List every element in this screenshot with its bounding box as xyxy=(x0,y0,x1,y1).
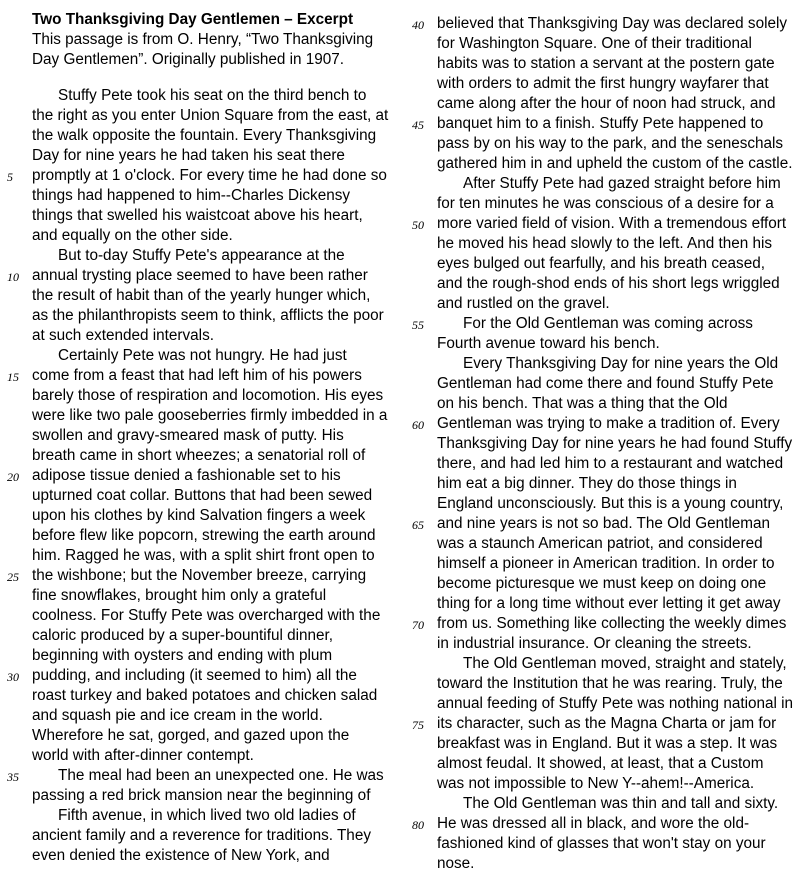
line-number: 15 xyxy=(7,370,19,384)
line-number xyxy=(405,554,437,574)
text-line-content: The Old Gentleman moved, straight and stately, xyxy=(463,655,787,672)
text-line xyxy=(0,106,400,126)
line-number xyxy=(405,254,437,274)
line-number xyxy=(0,446,32,466)
text-line xyxy=(405,754,800,774)
text-line-content: even denied the existence of New York, and xyxy=(32,847,330,864)
line-number: 30 xyxy=(7,670,19,684)
text-column-right xyxy=(405,0,800,874)
text-line xyxy=(0,566,400,586)
text-line xyxy=(0,86,400,106)
text-line-content: there, and had led him to a restaurant and watched xyxy=(437,455,784,472)
line-number xyxy=(0,106,32,126)
text-line xyxy=(405,254,800,274)
text-line xyxy=(405,674,800,694)
line-number xyxy=(405,374,437,394)
text-line-content: The meal had been an unexpected one. He was xyxy=(58,767,384,784)
text-line xyxy=(405,154,800,174)
text-line xyxy=(405,34,800,54)
text-line-content: England unconsciously. But this is a young country, xyxy=(437,495,784,512)
text-line-content: pass by on his way to the park, and the seneschals xyxy=(437,135,784,152)
text-line xyxy=(0,306,400,326)
text-line-content: believed that Thanksgiving Day was declared solely xyxy=(437,15,788,32)
line-number: 80 xyxy=(412,818,424,832)
line-number xyxy=(405,94,437,114)
line-number xyxy=(405,694,437,714)
text-line-content: and equally on the other side. xyxy=(32,227,233,244)
text-line xyxy=(405,594,800,614)
text-line xyxy=(405,794,800,814)
text-line-content: breath came in short wheezes; a senatorial roll of xyxy=(32,447,366,464)
text-line xyxy=(405,534,800,554)
line-number xyxy=(405,734,437,754)
line-number xyxy=(405,234,437,254)
text-line-content: Every Thanksgiving Day for nine years the Old xyxy=(463,355,779,372)
text-line xyxy=(405,374,800,394)
text-line xyxy=(405,434,800,454)
line-number: 50 xyxy=(412,218,424,232)
line-number xyxy=(405,454,437,474)
text-line-content: nose. xyxy=(437,855,475,872)
text-line xyxy=(0,646,400,666)
text-line-content: with orders to admit the first hungry wayfarer that xyxy=(437,75,769,92)
text-line-content: banquet him to a finish. Stuffy Pete happened to xyxy=(437,115,764,132)
text-line-content: The Old Gentleman was thin and tall and sixty. xyxy=(463,795,779,812)
line-number xyxy=(0,286,32,306)
text-line-content: coolness. For Stuffy Pete was overcharged with the xyxy=(32,607,381,624)
line-number xyxy=(0,726,32,746)
text-line xyxy=(405,214,800,234)
text-line xyxy=(405,414,800,434)
text-line-content: Stuffy Pete took his seat on the third bench to xyxy=(58,87,367,104)
line-number xyxy=(0,846,32,866)
line-number xyxy=(0,646,32,666)
text-line xyxy=(405,14,800,34)
line-number xyxy=(405,854,437,874)
text-line-content: the right as you enter Union Square from the east, at xyxy=(32,107,389,124)
text-line-content: almost feudal. It showed, at least, that a Custom xyxy=(437,755,764,772)
line-number xyxy=(405,134,437,154)
text-line xyxy=(0,126,400,146)
text-line xyxy=(405,134,800,154)
line-number xyxy=(405,674,437,694)
line-number xyxy=(0,686,32,706)
text-line xyxy=(405,334,800,354)
text-line xyxy=(0,606,400,626)
passage-header xyxy=(32,10,400,70)
line-number xyxy=(0,386,32,406)
text-line xyxy=(0,146,400,166)
text-line-content: as the philanthropists seem to think, afflicts the poor xyxy=(32,307,384,324)
line-number xyxy=(0,826,32,846)
text-line-content: and nine years is not so bad. The Old Gentleman xyxy=(437,515,771,532)
line-number xyxy=(405,154,437,174)
text-line xyxy=(405,834,800,854)
text-line-content: things had happened to him--Charles Dickensy xyxy=(32,187,351,204)
line-number xyxy=(405,34,437,54)
line-number xyxy=(0,86,32,106)
line-number xyxy=(405,594,437,614)
line-number: 45 xyxy=(412,118,424,132)
text-line-content: ancient family and a reverence for traditions. They xyxy=(32,827,371,844)
text-line-content: the walk opposite the fountain. Every Thanksgiving xyxy=(32,127,377,144)
text-line xyxy=(0,486,400,506)
text-line-content: was not impossible to New Y--ahem!--America. xyxy=(437,775,755,792)
text-line-content: annual feeding of Stuffy Pete was nothing national in xyxy=(437,695,794,712)
text-line-content: at such extended intervals. xyxy=(32,327,214,344)
text-line xyxy=(405,854,800,874)
text-line xyxy=(0,326,400,346)
line-number xyxy=(405,354,437,374)
line-number: 35 xyxy=(7,770,19,784)
text-line xyxy=(0,626,400,646)
line-number xyxy=(405,194,437,214)
text-line-content: roast turkey and baked potatoes and chicken salad xyxy=(32,687,378,704)
line-number xyxy=(405,474,437,494)
text-line-content: on his bench. That was a thing that the Old xyxy=(437,395,728,412)
text-line-content: came along after the hour of noon had struck, and xyxy=(437,95,776,112)
text-line xyxy=(0,546,400,566)
text-line-content: Thanksgiving Day for nine years he had found Stuffy xyxy=(437,435,793,452)
text-line-content: the wishbone; but the November breeze, carrying xyxy=(32,567,367,584)
text-line xyxy=(0,466,400,486)
text-line xyxy=(405,614,800,634)
text-line xyxy=(0,706,400,726)
text-line-content: For the Old Gentleman was coming across xyxy=(463,315,753,332)
text-line-content: world with after-dinner contempt. xyxy=(32,747,254,764)
text-line-content: Fifth avenue, in which lived two old ladies of xyxy=(58,807,356,824)
text-line xyxy=(0,686,400,706)
text-line-content: and squash pie and ice cream in the world. xyxy=(32,707,323,724)
text-line-content: pudding, and including (it seemed to him) all the xyxy=(32,667,357,684)
text-line-content: toward the Institution that he was rearing. Truly, the xyxy=(437,675,783,692)
text-line-content: come from a feast that had left him of his powers xyxy=(32,367,362,384)
line-number xyxy=(405,274,437,294)
line-number xyxy=(0,126,32,146)
text-line xyxy=(0,166,400,186)
line-number: 20 xyxy=(7,470,19,484)
text-line-content: before flew like popcorn, strewing the earth around xyxy=(32,527,376,544)
passage-body-right xyxy=(405,14,800,874)
line-number xyxy=(0,306,32,326)
text-line xyxy=(405,174,800,194)
text-line xyxy=(0,226,400,246)
text-line xyxy=(405,74,800,94)
line-number xyxy=(0,806,32,826)
text-line xyxy=(405,474,800,494)
text-line-content: for Washington Square. One of their traditional xyxy=(437,35,752,52)
text-line-content: and rustled on the gravel. xyxy=(437,295,610,312)
text-line xyxy=(405,194,800,214)
text-line-content: upturned coat collar. Buttons that had been sewed xyxy=(32,487,373,504)
line-number xyxy=(405,54,437,74)
line-number: 10 xyxy=(7,270,19,284)
text-line xyxy=(0,846,400,866)
line-number xyxy=(0,406,32,426)
line-number xyxy=(405,534,437,554)
text-line-content: Gentleman had come there and found Stuffy Pete xyxy=(437,375,774,392)
text-line xyxy=(0,366,400,386)
passage-intro-line: Day Gentlemen”. Originally published in 1907. xyxy=(32,51,345,68)
line-number xyxy=(405,834,437,854)
text-line-content: barely those of respiration and locomotion. His eyes xyxy=(32,387,384,404)
text-line xyxy=(405,714,800,734)
text-line-content: Gentleman was trying to make a tradition of. Every xyxy=(437,415,780,432)
text-line-content: promptly at 1 o'clock. For every time he had done so xyxy=(32,167,387,184)
text-line xyxy=(0,586,400,606)
text-line xyxy=(0,246,400,266)
text-line xyxy=(405,654,800,674)
text-line xyxy=(0,786,400,806)
text-line-content: beginning with oysters and ending with plum xyxy=(32,647,333,664)
text-line-content: He was dressed all in black, and wore the old- xyxy=(437,815,750,832)
text-line-content: gathered him in and upheld the custom of the castle. xyxy=(437,155,793,172)
line-number xyxy=(405,654,437,674)
text-line xyxy=(0,506,400,526)
text-line-content: adipose tissue denied a fashionable set to his xyxy=(32,467,341,484)
text-line xyxy=(0,406,400,426)
line-number xyxy=(405,334,437,354)
text-line-content: the result of habit than of the yearly hunger which, xyxy=(32,287,371,304)
text-line xyxy=(405,734,800,754)
text-line-content: fine snowflakes, brought him only a grateful xyxy=(32,587,327,604)
text-line-content: were like two pale gooseberries firmly imbedded in a xyxy=(32,407,388,424)
line-number: 40 xyxy=(412,18,424,32)
text-line xyxy=(405,774,800,794)
text-line xyxy=(0,286,400,306)
text-line xyxy=(405,54,800,74)
line-number: 75 xyxy=(412,718,424,732)
line-number xyxy=(0,226,32,246)
text-line xyxy=(405,634,800,654)
line-number xyxy=(0,586,32,606)
line-number xyxy=(0,526,32,546)
text-line-content: Certainly Pete was not hungry. He had just xyxy=(58,347,347,364)
text-line-content: After Stuffy Pete had gazed straight before him xyxy=(463,175,781,192)
text-line xyxy=(405,574,800,594)
text-line-content: himself a pioneer in American tradition. In order to xyxy=(437,555,775,572)
line-number xyxy=(0,746,32,766)
text-line-content: more varied field of vision. With a tremendous effort xyxy=(437,215,787,232)
line-number xyxy=(0,206,32,226)
line-number: 70 xyxy=(412,618,424,632)
text-line xyxy=(405,394,800,414)
line-number xyxy=(0,146,32,166)
text-line xyxy=(405,314,800,334)
text-line xyxy=(405,294,800,314)
text-line-content: become picturesque we must keep on doing one xyxy=(437,575,767,592)
line-number xyxy=(0,346,32,366)
text-line xyxy=(405,554,800,574)
text-line-content: him. Ragged he was, with a split shirt front open to xyxy=(32,547,375,564)
line-number xyxy=(0,186,32,206)
line-number xyxy=(0,426,32,446)
text-line xyxy=(405,234,800,254)
text-line-content: breakfast was in England. But it was a step. It was xyxy=(437,735,778,752)
line-number xyxy=(0,506,32,526)
line-number xyxy=(405,494,437,514)
text-line-content: habits was to station a servant at the postern gate xyxy=(437,55,775,72)
passage-title: Two Thanksgiving Day Gentlemen – Excerpt xyxy=(32,11,354,28)
line-number xyxy=(405,774,437,794)
line-number: 60 xyxy=(412,418,424,432)
text-line xyxy=(405,494,800,514)
passage-intro-line: This passage is from O. Henry, “Two Thanksgiving xyxy=(32,31,374,48)
text-line xyxy=(0,426,400,446)
text-line xyxy=(0,826,400,846)
line-number xyxy=(405,754,437,774)
line-number xyxy=(405,174,437,194)
line-number: 55 xyxy=(412,318,424,332)
line-number xyxy=(0,326,32,346)
text-line-content: and the rough-shod ends of his short legs wriggled xyxy=(437,275,780,292)
text-line xyxy=(405,514,800,534)
line-number xyxy=(405,794,437,814)
line-number xyxy=(0,486,32,506)
line-number: 65 xyxy=(412,518,424,532)
text-line-content: its character, such as the Magna Charta or jam for xyxy=(437,715,777,732)
line-number xyxy=(405,294,437,314)
text-line-content: Wherefore he sat, gorged, and gazed upon the xyxy=(32,727,350,744)
line-number xyxy=(405,74,437,94)
text-line-content: annual trysting place seemed to have been rather xyxy=(32,267,368,284)
text-line-content: passing a red brick mansion near the beginning of xyxy=(32,787,371,804)
text-line-content: things that swelled his waistcoat above his heart, xyxy=(32,207,363,224)
text-line-content: Day for nine years he had taken his seat there xyxy=(32,147,345,164)
text-line xyxy=(0,746,400,766)
text-line xyxy=(0,206,400,226)
text-line-content: from us. Something like collecting the weekly dimes xyxy=(437,615,787,632)
text-line xyxy=(405,114,800,134)
text-line xyxy=(405,694,800,714)
text-line-content: was a staunch American patriot, and considered xyxy=(437,535,763,552)
line-number xyxy=(405,394,437,414)
line-number xyxy=(0,786,32,806)
text-line xyxy=(405,814,800,834)
line-number xyxy=(0,546,32,566)
text-line-content: fashioned kind of glasses that won't stay on your xyxy=(437,835,766,852)
line-number xyxy=(0,706,32,726)
text-line xyxy=(0,266,400,286)
line-number xyxy=(0,246,32,266)
text-line-content: in industrial insurance. Or cleaning the streets. xyxy=(437,635,752,652)
text-line-content: But to-day Stuffy Pete's appearance at the xyxy=(58,247,345,264)
text-line xyxy=(0,806,400,826)
text-line xyxy=(0,346,400,366)
text-line xyxy=(405,274,800,294)
text-line xyxy=(0,766,400,786)
text-line-content: eyes bulged out fearfully, and his breath ceased, xyxy=(437,255,765,272)
text-line-content: caloric produced by a super-bountiful dinner, xyxy=(32,627,334,644)
line-number: 5 xyxy=(7,170,13,184)
passage-body-left xyxy=(0,86,400,866)
text-line-content: upon his clothes by kind Salvation fingers a week xyxy=(32,507,366,524)
line-number xyxy=(405,434,437,454)
text-line xyxy=(405,94,800,114)
line-number xyxy=(405,574,437,594)
text-line-content: swollen and gravy-smeared mask of putty. His xyxy=(32,427,344,444)
text-line-content: he moved his head slowly to the left. And then his xyxy=(437,235,773,252)
line-number: 25 xyxy=(7,570,19,584)
text-line-content: thing for a long time without ever letting it get away xyxy=(437,595,781,612)
text-line xyxy=(0,666,400,686)
text-line-content: for ten minutes he was conscious of a desire for a xyxy=(437,195,774,212)
text-line xyxy=(405,354,800,374)
text-line xyxy=(0,726,400,746)
text-line-content: Fourth avenue toward his bench. xyxy=(437,335,660,352)
text-line xyxy=(0,526,400,546)
line-number xyxy=(405,634,437,654)
text-line-content: him eat a big dinner. They do those things in xyxy=(437,475,737,492)
text-line xyxy=(0,186,400,206)
line-number xyxy=(0,626,32,646)
text-line xyxy=(0,386,400,406)
line-number xyxy=(0,606,32,626)
text-line xyxy=(0,446,400,466)
text-line xyxy=(405,454,800,474)
